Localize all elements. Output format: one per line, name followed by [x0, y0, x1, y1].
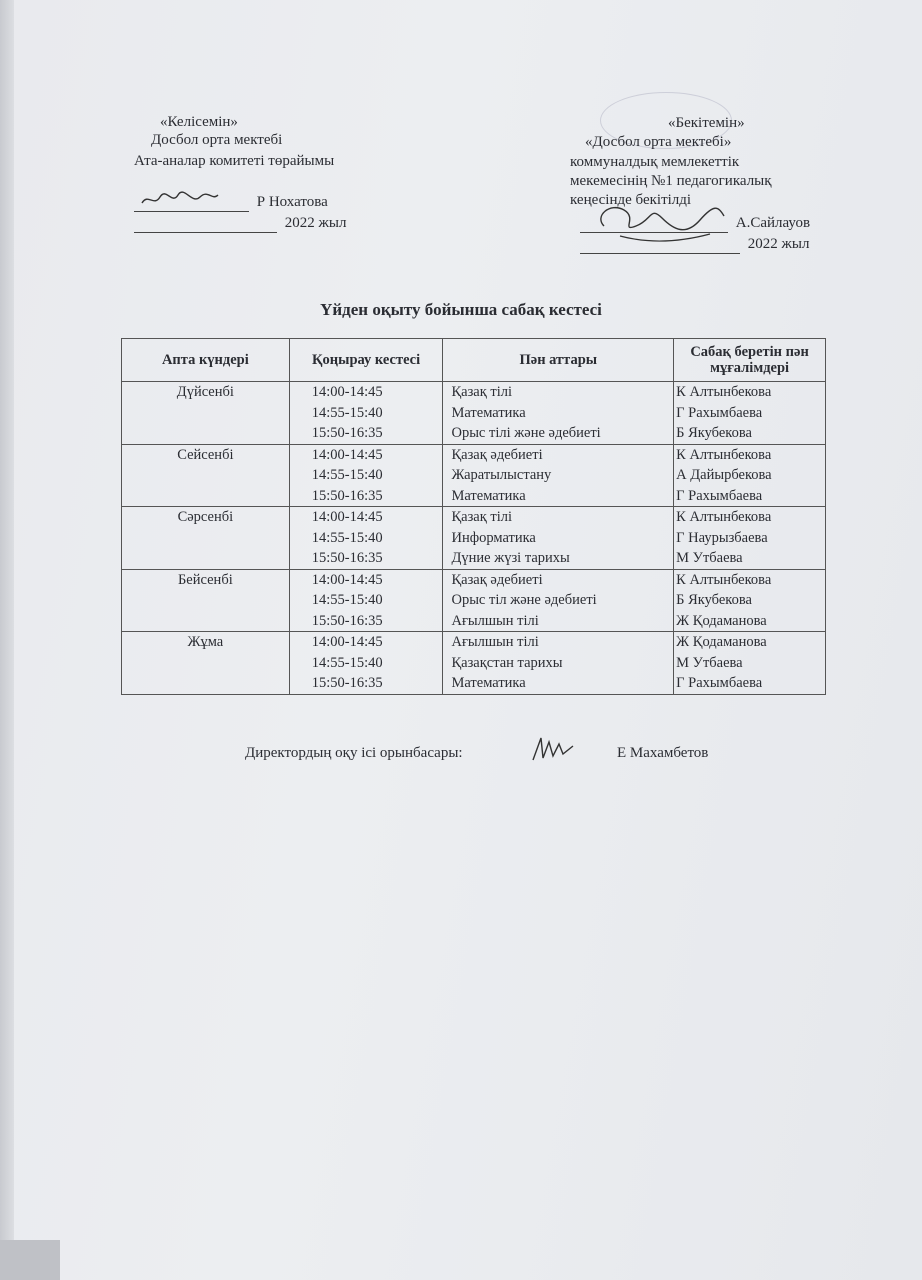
- day-cell: [122, 382, 290, 445]
- time-cell: [289, 569, 443, 632]
- right-line3: кеңесінде бекітілді: [570, 192, 692, 208]
- lesson-subject: Ағылшын тілі: [451, 612, 539, 629]
- lesson-time: 14:00-14:45: [311, 384, 383, 400]
- left-school: Досбол орта мектебі: [151, 132, 283, 148]
- table-row: [122, 382, 826, 445]
- day-cell: [122, 444, 290, 507]
- footer-name: Е Махамбетов: [617, 745, 709, 761]
- lesson-time: 14:55-15:40: [311, 592, 383, 608]
- lesson-teacher: К Алтынбекова: [676, 509, 772, 525]
- schedule-table: [121, 338, 826, 695]
- lesson-time: 15:50-16:35: [311, 487, 383, 504]
- left-date-line: [134, 214, 346, 233]
- lesson-time: 15:50-16:35: [311, 425, 383, 441]
- lesson-subject: Орыс тілі және әдебиеті: [451, 425, 601, 441]
- lesson-time: 15:50-16:35: [311, 675, 383, 691]
- lesson-teacher: М Утбаева: [676, 654, 743, 671]
- lesson-subject: Қазақ әдебиеті: [451, 571, 543, 588]
- subject-cell: [443, 444, 674, 507]
- left-year: 2022 жыл: [284, 215, 347, 231]
- lesson-time: 14:00-14:45: [311, 509, 383, 525]
- lesson-time: 15:50-16:35: [311, 612, 383, 629]
- subject-cell: [443, 569, 674, 632]
- left-name: Р Нохатова: [256, 194, 328, 210]
- lesson-teacher: К Алтынбекова: [676, 384, 772, 400]
- right-date-line: [580, 235, 809, 254]
- day-name: Жұма: [187, 634, 224, 650]
- paper-corner: [0, 1240, 60, 1280]
- day-name: Дүйсенбі: [176, 384, 234, 400]
- teacher-cell: [674, 507, 826, 570]
- lesson-time: 15:50-16:35: [311, 550, 383, 566]
- teacher-cell: [674, 632, 826, 695]
- left-signature-line: [134, 193, 328, 212]
- right-year: 2022 жыл: [747, 236, 810, 252]
- header-day: Апта күндері: [122, 339, 290, 382]
- lesson-time: 14:55-15:40: [311, 467, 383, 483]
- day-name: Бейсенбі: [177, 571, 233, 588]
- table-row: [122, 507, 826, 570]
- agreed-label: «Келісемін»: [160, 114, 238, 130]
- header-time: Қоңырау кестесі: [289, 339, 443, 382]
- teacher-cell: [674, 382, 826, 445]
- committee-label: Ата-аналар комитеті төрайымы: [134, 153, 335, 169]
- lesson-teacher: К Алтынбекова: [676, 446, 772, 463]
- time-cell: [289, 632, 443, 695]
- table-row: [122, 569, 826, 632]
- lesson-teacher: Г Рахымбаева: [676, 675, 763, 691]
- table-header-row: [122, 339, 826, 382]
- lesson-teacher: К Алтынбекова: [676, 571, 772, 588]
- right-line2: мекемесінің №1 педагогикалық: [570, 173, 772, 189]
- paper-edge: [0, 0, 14, 1280]
- day-name: Сәрсенбі: [177, 509, 234, 525]
- day-name: Сейсенбі: [177, 446, 234, 463]
- lesson-teacher: Б Якубекова: [676, 425, 752, 441]
- table-row: [122, 632, 826, 695]
- lesson-time: 14:00-14:45: [311, 634, 383, 650]
- right-signature: [580, 218, 728, 233]
- time-cell: [289, 507, 443, 570]
- lesson-subject: Информатика: [451, 529, 536, 546]
- time-cell: [289, 444, 443, 507]
- teacher-cell: [674, 569, 826, 632]
- lesson-time: 14:00-14:45: [311, 446, 383, 463]
- lesson-teacher: Ж Қодаманова: [676, 612, 767, 629]
- header-teacher: Сабақ беретін пән мұғалімдері: [674, 339, 826, 382]
- left-signature: [134, 197, 249, 212]
- lesson-teacher: Г Рахымбаева: [676, 404, 763, 421]
- lesson-subject: Орыс тіл және әдебиеті: [451, 592, 597, 608]
- lesson-subject: Математика: [451, 487, 526, 504]
- lesson-teacher: А Дайырбекова: [676, 467, 772, 483]
- right-name: А.Сайлауов: [735, 215, 811, 231]
- lesson-subject: Дүние жүзі тарихы: [451, 550, 570, 566]
- subject-cell: [443, 382, 674, 445]
- left-date-blank: [134, 218, 277, 233]
- lesson-subject: Математика: [451, 675, 526, 691]
- document-title: Үйден оқыту бойынша сабақ кестесі: [320, 300, 602, 319]
- subject-cell: [443, 632, 674, 695]
- lesson-teacher: Г Наурызбаева: [676, 529, 768, 546]
- footer-label: Директордың оқу ісі орынбасары:: [245, 745, 463, 761]
- subject-cell: [443, 507, 674, 570]
- header-subject: Пән аттары: [443, 339, 674, 382]
- table-row: [122, 444, 826, 507]
- lesson-time: 14:00-14:45: [311, 571, 383, 588]
- lesson-subject: Жаратылыстану: [451, 467, 552, 483]
- day-cell: [122, 507, 290, 570]
- footer-signature-icon: [527, 732, 577, 766]
- day-cell: [122, 569, 290, 632]
- lesson-subject: Қазақстан тарихы: [451, 654, 563, 671]
- lesson-subject: Қазақ тілі: [451, 509, 513, 525]
- time-cell: [289, 382, 443, 445]
- lesson-teacher: Г Рахымбаева: [676, 487, 763, 504]
- right-date-blank: [580, 239, 740, 254]
- approved-label: «Бекітемін»: [668, 115, 745, 131]
- teacher-cell: [674, 444, 826, 507]
- right-line1: коммуналдық мемлекеттік: [570, 154, 740, 170]
- lesson-subject: Қазақ әдебиеті: [451, 446, 543, 463]
- day-cell: [122, 632, 290, 695]
- lesson-time: 14:55-15:40: [311, 404, 383, 421]
- lesson-teacher: М Утбаева: [676, 550, 743, 566]
- lesson-time: 14:55-15:40: [311, 529, 383, 546]
- lesson-subject: Қазақ тілі: [451, 384, 513, 400]
- lesson-teacher: Ж Қодаманова: [676, 634, 767, 650]
- lesson-time: 14:55-15:40: [311, 654, 383, 671]
- right-school: «Досбол орта мектебі»: [585, 134, 732, 150]
- lesson-subject: Математика: [451, 404, 526, 421]
- lesson-subject: Ағылшын тілі: [451, 634, 539, 650]
- lesson-teacher: Б Якубекова: [676, 592, 752, 608]
- right-signature-line: [580, 214, 810, 233]
- signature-scribble-icon: [140, 191, 220, 209]
